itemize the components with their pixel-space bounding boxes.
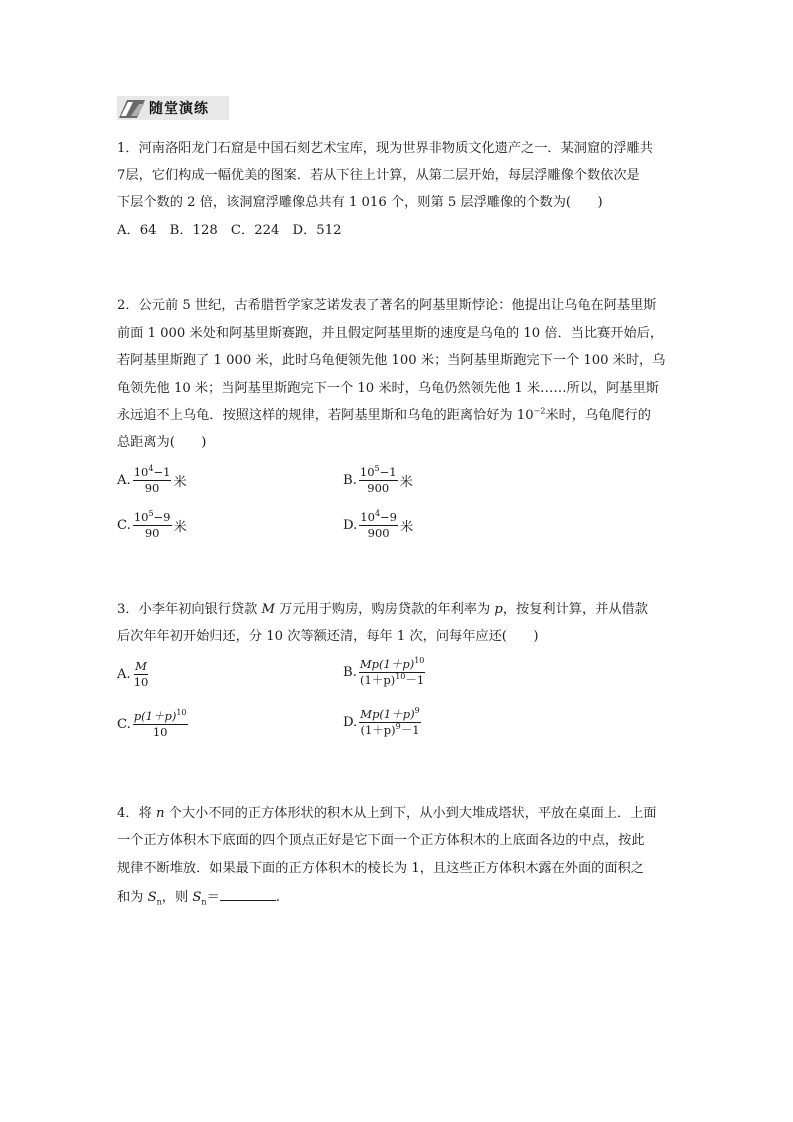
q4-line-1-b: 个大小不同的正方体形状的积木从上到下，从小到大堆成塔状，平放在桌面上．上面 [164,806,657,821]
num-exp: 10 [176,708,187,718]
option-label: C. [117,518,131,533]
option-label: C. [117,717,131,732]
denominator: 10 [133,675,149,689]
q2-exponent: −2 [533,406,546,416]
q4-var-s1: S [147,890,157,905]
q2-option-b [343,466,413,495]
num-exp: 5 [374,464,380,474]
fraction [133,511,172,540]
q3-var-p: p [494,602,503,617]
section-header [117,96,229,120]
q3-line-1-b: 万元用于购房，购房贷款的年利率为 [274,602,495,617]
num-rest: −9 [153,510,171,524]
num-exp: 4 [374,509,381,519]
q4-line-4 [117,888,280,911]
num-exp: 9 [414,706,420,716]
unit: 米 [173,475,187,490]
q2-line-4: 龟领先他 10 米；当阿基里斯跑完下一个 10 米时，乌龟仍然领先他 1 米……所以，阿基里斯 [117,381,659,396]
num-rest: −1 [153,465,171,479]
q4-sub-2: n [201,897,207,907]
q3-line-1-a: 3．小李年初向银行贷款 [117,602,262,617]
q4-line-3: 规律不断堆放．如果最下面的正方体积木的棱长为 1，且这些正方体积木露在外面的面积之 [117,861,644,876]
q4-line-4-a: 和为 [117,890,148,905]
q4-line-4-c: ＝ [206,890,220,905]
num-rest: −9 [380,510,397,524]
answer-blank[interactable] [220,888,276,901]
section-title: 随堂演练 [149,101,209,117]
q2-line-3: 若阿基里斯跑了 1 000 米，此时乌龟便领先他 100 米；当阿基里斯跑完下一个 100 米时，乌 [117,353,666,368]
unit: 米 [173,520,187,535]
num-expr: Mp(1＋p) [359,657,415,671]
q3-option-b [343,658,426,687]
denominator: 900 [367,481,390,495]
q4-var-n: n [155,806,165,821]
fraction [133,660,150,689]
numerator [133,710,188,725]
den-exp: 10 [395,672,406,682]
option-label: A. [117,667,131,682]
den-expr: (1＋p) [360,673,396,687]
unit: 米 [399,475,413,490]
num-rest: −1 [379,465,397,479]
fraction [133,466,172,495]
q3-line-2: 后次年年初开始归还，分 10 次等额还清，每年 1 次，问每年应还( ) [117,629,539,644]
q2-line-1: 2．公元前 5 世纪，古希腊哲学家芝诺发表了著名的阿基里斯悖论：他提出让乌龟在阿基里斯 [117,298,657,313]
q4-line-1-a: 4．将 [117,806,156,821]
q2-line-5 [117,408,651,424]
q3-option-a [117,660,150,689]
fraction [359,658,425,687]
num-base: 10 [133,465,149,479]
q4-sub-1: n [156,897,162,907]
q1-line-1: 1．河南洛阳龙门石窟是中国石刻艺术宝库，现为世界非物质文化遗产之一．某洞窟的浮雕共 [117,141,653,156]
den-rest: －1 [405,673,425,687]
num-exp: 5 [148,509,154,519]
q3-option-c [117,710,189,739]
q3-line-1 [117,602,648,618]
q1-options: A．64 B．128 C．224 D．512 [117,223,342,238]
option-label: D. [343,715,358,730]
den-rest: －1 [400,723,420,737]
num-base: 10 [360,510,375,524]
num-base: 10 [133,510,149,524]
q2-line-5-text: 永远追不上乌龟．按照这样的规律，若阿基里斯和乌龟的距离恰好为 10 [117,408,534,423]
num-base: 10 [359,465,375,479]
denominator: 90 [144,481,160,495]
q4-var-s2: S [192,890,202,905]
q2-option-d [343,511,413,540]
den-exp: 9 [395,722,401,732]
denominator: 90 [144,526,160,540]
unit: 米 [399,520,414,535]
q3-var-m: M [261,602,275,617]
fraction [359,708,420,737]
q2-line-5-tail: 米时，乌龟爬行的 [545,408,651,423]
q2-option-c [117,511,187,540]
q2-line-6: 总距离为( ) [117,435,207,450]
numerator [359,466,398,481]
denominator: 900 [367,526,390,540]
denominator [359,673,425,687]
numerator [359,511,398,526]
denominator: 10 [152,725,168,739]
q3-option-d [343,708,422,737]
q2-option-a [117,466,187,495]
num-expr: p(1＋p) [133,709,177,723]
numerator [359,658,425,673]
q1-line-3: 下层个数的 2 倍，该洞窟浮雕像总共有 1 016 个，则第 5 层浮雕像的个数为( ) [117,195,603,210]
numerator [359,708,420,723]
fraction [359,466,398,495]
num-exp: 10 [414,656,425,666]
q4-line-2: 一个正方体积木下底面的四个顶点正好是它下面一个正方体积木的上底面各边的中点，按此 [117,833,645,848]
numerator [133,466,172,481]
numerator: M [135,659,147,673]
option-label: D. [343,518,358,533]
option-label: A. [117,473,131,488]
q4-line-1 [117,806,657,822]
pencil-note-icon [117,96,147,120]
q4-line-4-b: ，则 [161,890,193,905]
num-expr: Mp(1＋p) [360,707,415,721]
q4-line-4-d: . [275,890,280,905]
fraction [133,710,188,739]
q1-line-2: 7层，它们构成一幅优美的图案．若从下往上计算，从第二层开始，每层浮雕像个数依次是 [117,168,640,183]
den-expr: (1＋p) [360,723,396,737]
fraction [359,511,398,540]
q3-line-1-c: ，按复利计算，并从借款 [502,602,648,617]
num-exp: 4 [148,464,154,474]
option-label: B. [343,473,357,488]
q2-line-2: 前面 1 000 米处和阿基里斯赛跑，并且假定阿基里斯的速度是乌龟的 10 倍．当比赛开始后， [117,326,664,341]
option-label: B. [343,665,357,680]
denominator [359,723,420,737]
numerator [133,511,172,526]
